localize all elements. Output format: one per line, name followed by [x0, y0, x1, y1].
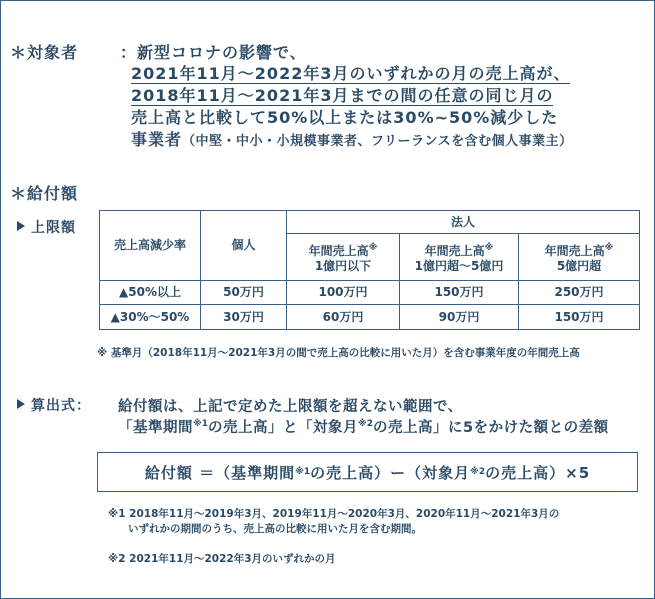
- limit-table: [99, 210, 640, 330]
- cell-corp-small: 100万円: [287, 281, 400, 305]
- benefit-heading: ＊給付額: [10, 184, 79, 203]
- target-intro: ：新型コロナの影響で、: [120, 43, 307, 62]
- cell-rate: ▲50%以上: [100, 281, 201, 305]
- triangle-right-icon: [17, 399, 25, 409]
- footnote-1-line-1: ※1 2018年11月～2019年3月、2019年11月～2020年3月、2020年11月～2021年3月の: [108, 508, 560, 520]
- cell-rate: ▲30%～50%: [100, 305, 201, 330]
- col-header-corp-large: 年間売上高※ 5億円超: [519, 234, 640, 281]
- formula-box: 給付額 ＝（基準期間 ※1 の売上高）ー（対象月 ※2 の売上高）×5: [97, 452, 638, 492]
- table-note: ※ 基準月（2018年11月～2021年3月の間で売上高の比較に用いた月）を含む事業年度の年間売上高: [97, 347, 580, 359]
- col-header-individual: 個人: [201, 211, 287, 281]
- table-row: [100, 281, 640, 305]
- col-header-reduction: 売上高減少率: [100, 211, 201, 281]
- limit-label: 上限額: [31, 220, 76, 236]
- target-heading: ＊対象者: [10, 43, 79, 62]
- col-header-corporation: 法人: [287, 211, 640, 234]
- cell-corp-large: 150万円: [519, 305, 640, 330]
- target-line-period: 2021年11月～2022年3月のいずれかの月の売上高が、: [131, 64, 571, 83]
- target-line-business: [131, 127, 573, 150]
- calc-line-2: 「基準期間$^{※1}$の売上高」と「対象月$^{※2}$の売上高」に5をかけた額との差額: [118, 419, 609, 436]
- cell-corp-mid: 150万円: [400, 281, 519, 305]
- cell-corp-large: 250万円: [519, 281, 640, 305]
- col-header-corp-small: 年間売上高※ 1億円以下: [287, 234, 400, 281]
- target-line-compare: 2018年11月～2021年3月までの間の任意の同じ月の: [131, 86, 554, 105]
- calc-line-1: 給付額は、上記で定めた上限額を超えない範囲で、: [118, 399, 463, 415]
- cell-corp-mid: 90万円: [400, 305, 519, 330]
- target-business-note: （中堅・中小・小規模事業者、フリーランスを含む個人事業主）: [182, 134, 573, 149]
- limit-row: [17, 217, 76, 237]
- triangle-right-icon: [17, 221, 25, 231]
- col-header-corp-mid: 年間売上高※ 1億円超～5億円: [400, 234, 519, 281]
- cell-corp-small: 60万円: [287, 305, 400, 330]
- footnote-1-line-2: いずれかの期間のうち、売上高の比較に用いた月を含む期間。: [128, 523, 422, 535]
- table-row: [100, 305, 640, 330]
- cell-individual: 50万円: [201, 281, 287, 305]
- target-line-reduction: 売上高と比較して50%以上または30%~50%減少した: [131, 108, 559, 127]
- cell-individual: 30万円: [201, 305, 287, 330]
- footnote-2: ※2 2021年11月～2022年3月のいずれかの月: [108, 553, 336, 565]
- target-business-label: 事業者: [131, 130, 183, 149]
- calc-label: 算出式：: [31, 398, 91, 414]
- calc-row: [17, 395, 91, 415]
